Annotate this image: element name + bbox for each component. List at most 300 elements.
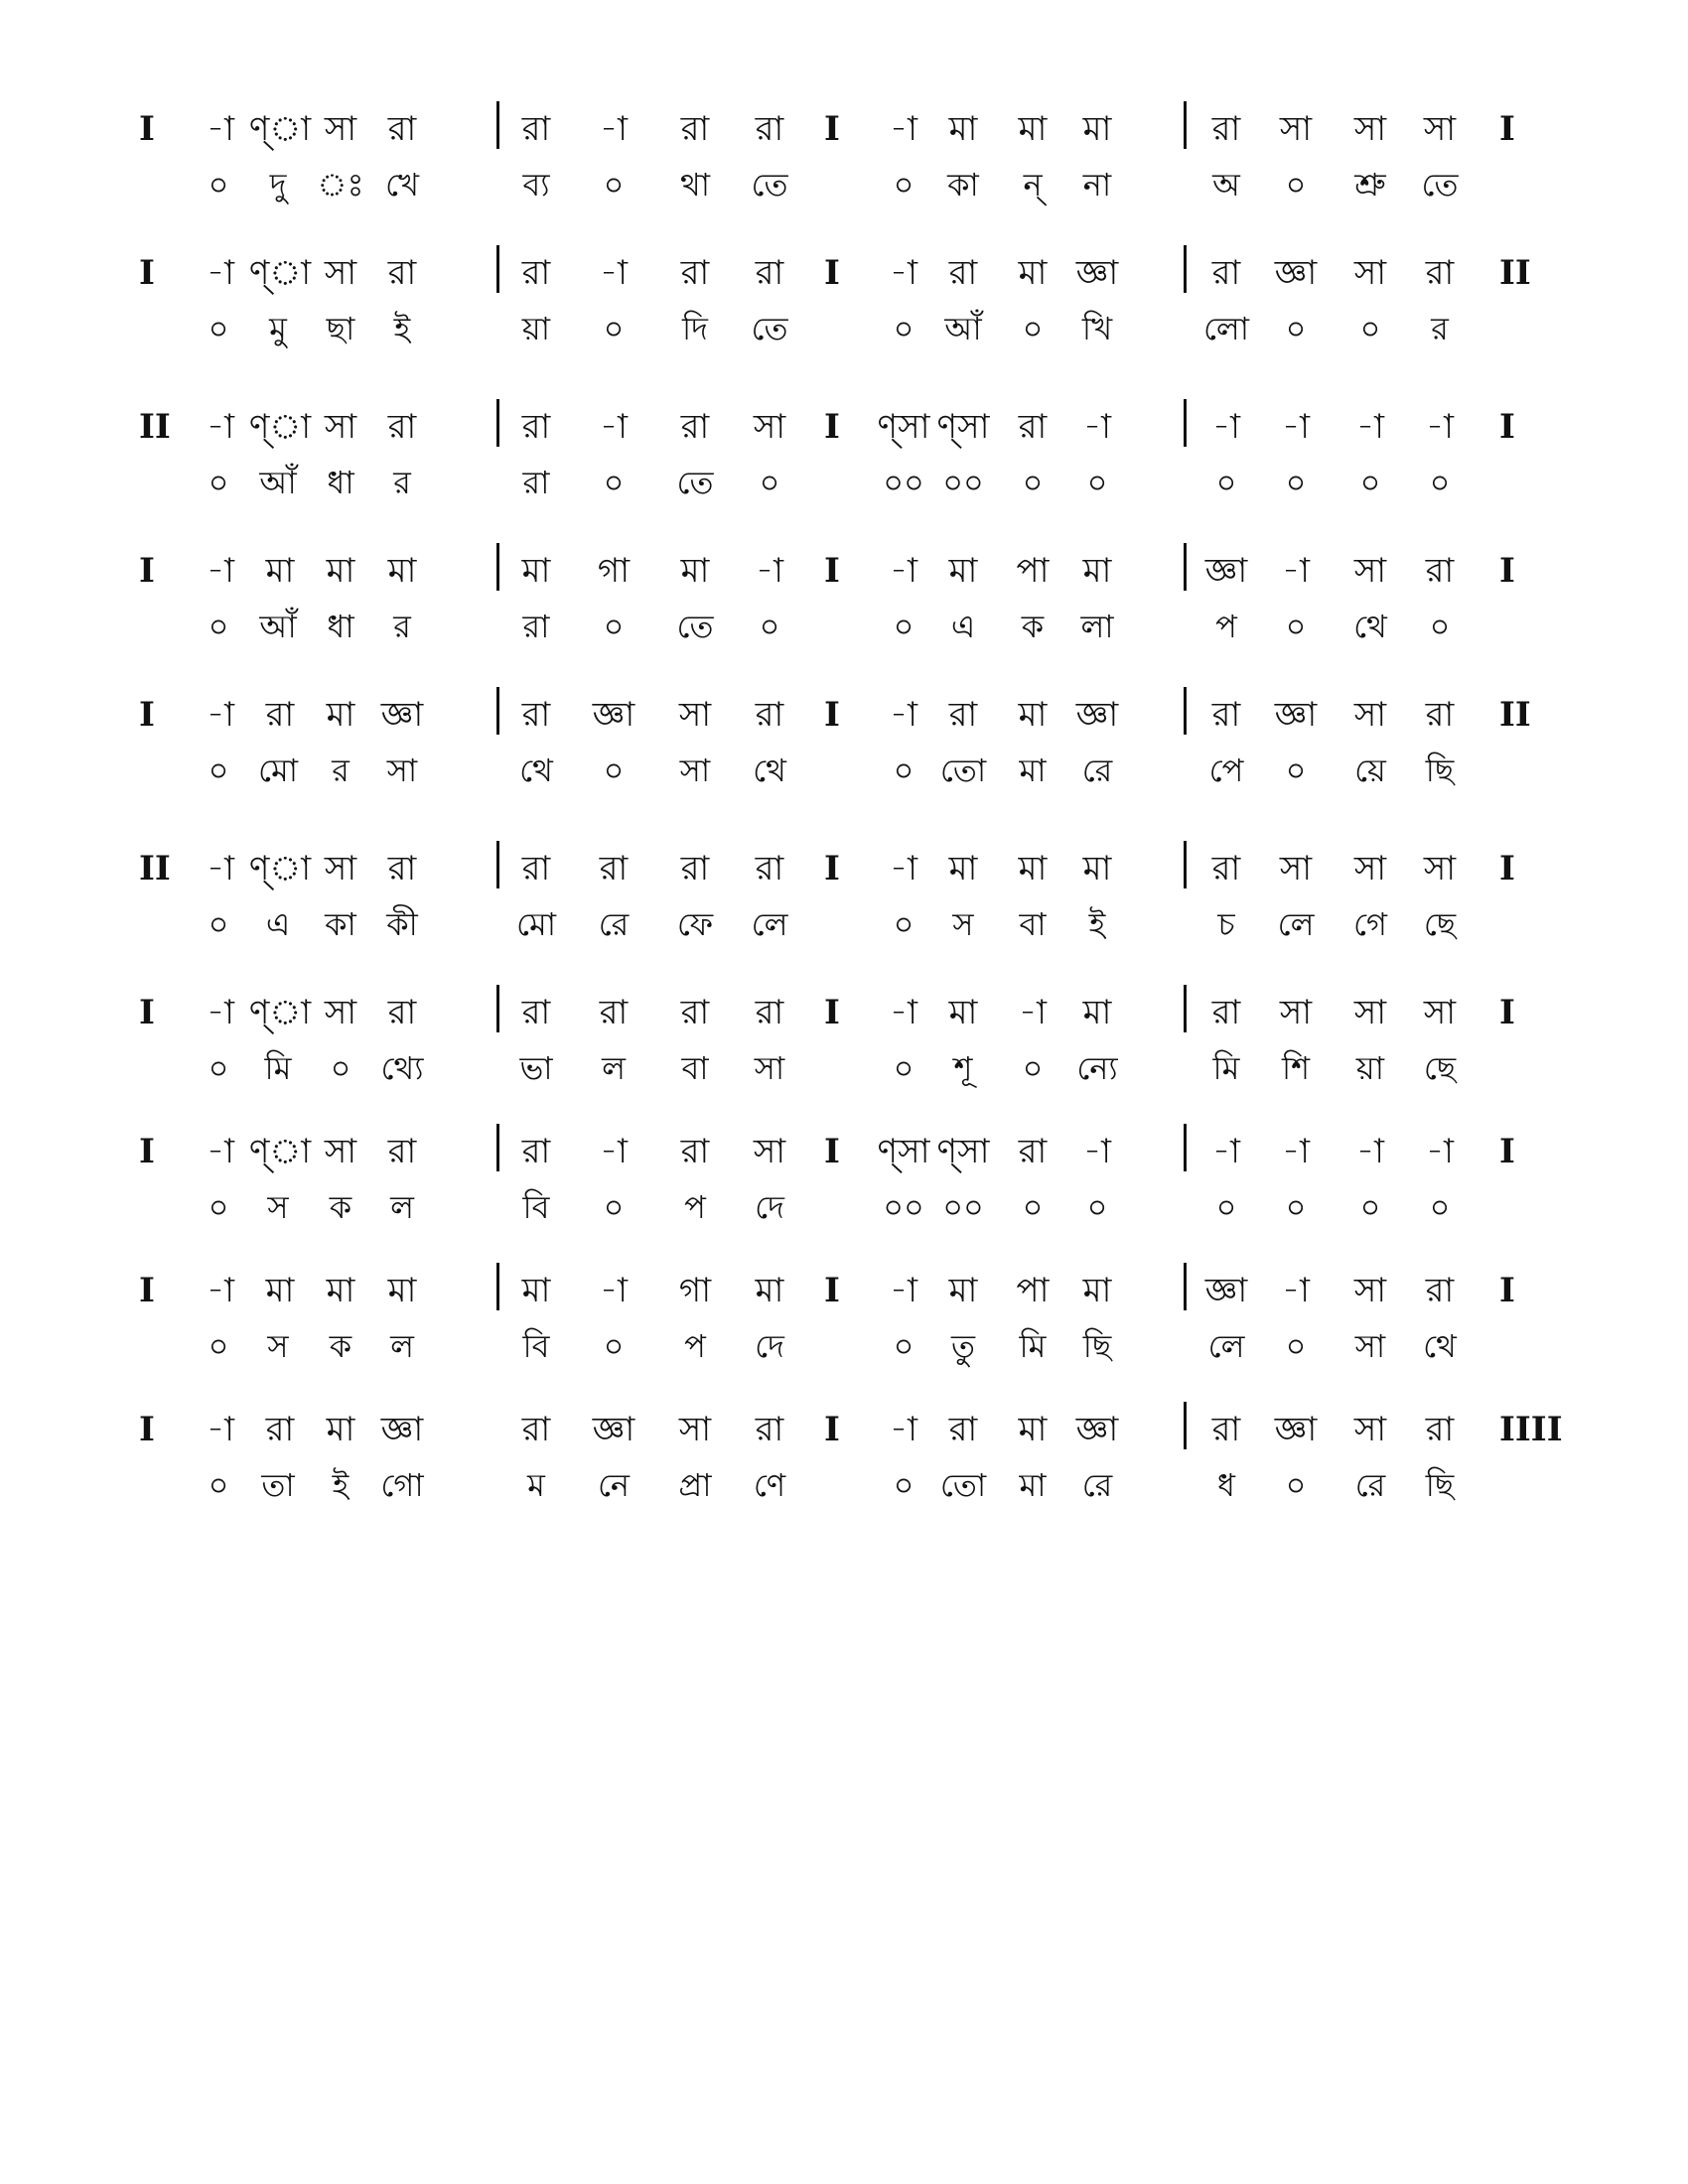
swara-note: সা bbox=[1423, 109, 1457, 149]
swara-note: সা bbox=[1353, 551, 1387, 591]
bar-line bbox=[496, 841, 499, 888]
swara-note: -া bbox=[890, 551, 917, 591]
line-end-mark: I bbox=[1499, 551, 1515, 591]
swara-note: মা bbox=[1018, 1410, 1048, 1449]
swara-note: -া bbox=[207, 551, 234, 591]
lyric-syllable: মি bbox=[1019, 1327, 1047, 1365]
bar-line bbox=[1184, 1402, 1187, 1449]
lyric-syllable: বি bbox=[522, 1327, 550, 1365]
lyric-syllable: ই bbox=[393, 310, 411, 347]
swara-note: ণ্সা bbox=[877, 1132, 930, 1171]
lyric-syllable: ক bbox=[329, 1327, 352, 1365]
swara-note: মা bbox=[521, 551, 551, 591]
lyric-syllable: ০ bbox=[1285, 751, 1307, 789]
swara-note: সা bbox=[1353, 993, 1387, 1032]
swara-note: রা bbox=[680, 109, 710, 149]
lyric-syllable: চ bbox=[1217, 905, 1235, 943]
swara-note: মা bbox=[948, 109, 978, 149]
swara-note: গা bbox=[597, 551, 631, 591]
swara-note: সা bbox=[1353, 1410, 1387, 1449]
swara-note: -া bbox=[1083, 407, 1111, 447]
swara-note: মা bbox=[387, 1271, 417, 1310]
lyric-syllable: নে bbox=[597, 1466, 631, 1504]
notation-line bbox=[0, 1400, 1688, 1529]
line-start-mark: I bbox=[139, 695, 155, 735]
lyric-syllable: ল bbox=[390, 1188, 414, 1226]
swara-note: রা bbox=[1018, 407, 1048, 447]
line-end-mark: I bbox=[1499, 407, 1515, 447]
swara-note: জ্ঞা bbox=[1204, 1271, 1248, 1310]
lyric-syllable: লে bbox=[1277, 905, 1315, 943]
lyric-syllable: থা bbox=[679, 166, 711, 204]
swara-note: রা bbox=[680, 849, 710, 888]
lyric-syllable: সা bbox=[1354, 1327, 1386, 1365]
swara-note: -া bbox=[890, 1271, 917, 1310]
lyric-syllable: র bbox=[393, 464, 411, 501]
swara-note: রা bbox=[680, 253, 710, 293]
lyric-syllable: ক bbox=[1021, 608, 1045, 645]
lyric-syllable: প bbox=[1215, 608, 1237, 645]
swara-note: -া bbox=[1426, 407, 1454, 447]
section-mark: I bbox=[824, 551, 840, 591]
bar-line bbox=[496, 101, 499, 149]
lyric-syllable: থে bbox=[519, 751, 553, 789]
lyric-syllable: ০০ bbox=[942, 1188, 984, 1226]
lyric-syllable: ০ bbox=[208, 166, 229, 204]
swara-note: মা bbox=[1082, 993, 1112, 1032]
lyric-syllable: ০ bbox=[1285, 1466, 1307, 1504]
lyric-syllable: স bbox=[952, 905, 974, 943]
lyric-syllable: ০ bbox=[1022, 1188, 1044, 1226]
lyric-syllable: থ্যে bbox=[380, 1049, 424, 1087]
swara-note: মা bbox=[948, 551, 978, 591]
swara-note: মা bbox=[326, 1410, 355, 1449]
swara-note: রা bbox=[1018, 1132, 1048, 1171]
lyric-syllable: রে bbox=[598, 905, 630, 943]
swara-note: রা bbox=[948, 253, 978, 293]
line-start-mark: II bbox=[139, 407, 171, 447]
swara-note: মা bbox=[755, 1271, 784, 1310]
lyric-syllable: শূ bbox=[953, 1049, 973, 1087]
swara-note: সা bbox=[324, 849, 357, 888]
line-end-mark: II bbox=[1499, 253, 1531, 293]
lyric-syllable: ০ bbox=[603, 310, 625, 347]
swara-note: রা bbox=[265, 695, 295, 735]
lyric-syllable: তো bbox=[939, 1466, 987, 1504]
lyric-syllable: প bbox=[684, 1188, 706, 1226]
swara-note: -া bbox=[1282, 1132, 1310, 1171]
swara-note: রা bbox=[755, 993, 784, 1032]
lyric-syllable: ০০ bbox=[883, 1188, 924, 1226]
lyric-syllable: রা bbox=[522, 608, 550, 645]
swara-note: সা bbox=[1353, 109, 1387, 149]
swara-note: -া bbox=[207, 407, 234, 447]
lyric-syllable: ০ bbox=[1359, 310, 1381, 347]
lyric-syllable: ০ bbox=[1285, 1327, 1307, 1365]
swara-note: ণ্া bbox=[248, 993, 312, 1032]
bar-line bbox=[1184, 985, 1187, 1032]
lyric-syllable: রা bbox=[522, 464, 550, 501]
lyric-syllable: পে bbox=[1208, 751, 1244, 789]
swara-note: রা bbox=[1425, 551, 1455, 591]
swara-note: সা bbox=[1353, 695, 1387, 735]
lyric-syllable: ০ bbox=[893, 1049, 914, 1087]
bar-line bbox=[1184, 1124, 1187, 1171]
lyric-syllable: ম bbox=[527, 1466, 545, 1504]
lyric-syllable: অ bbox=[1212, 166, 1240, 204]
lyric-syllable: দে bbox=[755, 1188, 784, 1226]
line-start-mark: I bbox=[139, 253, 155, 293]
lyric-syllable: তা bbox=[261, 1466, 295, 1504]
line-end-mark: IIII bbox=[1499, 1410, 1563, 1449]
swara-note: জ্ঞা bbox=[1274, 253, 1318, 293]
lyric-syllable: ০ bbox=[208, 1466, 229, 1504]
lyric-syllable: র bbox=[393, 608, 411, 645]
swara-note: রা bbox=[755, 253, 784, 293]
swara-note: ণ্া bbox=[248, 1132, 312, 1171]
lyric-syllable: ধ bbox=[1217, 1466, 1235, 1504]
bar-line bbox=[496, 687, 499, 735]
swara-note: রা bbox=[265, 1410, 295, 1449]
bar-line bbox=[496, 245, 499, 293]
swara-note: -া bbox=[890, 253, 917, 293]
swara-note: -া bbox=[1282, 551, 1310, 591]
lyric-syllable: আঁ bbox=[259, 608, 297, 645]
swara-note: সা bbox=[1423, 993, 1457, 1032]
swara-note: -া bbox=[1426, 1132, 1454, 1171]
swara-note: রা bbox=[680, 407, 710, 447]
lyric-syllable: ০ bbox=[1359, 464, 1381, 501]
swara-note: -া bbox=[890, 993, 917, 1032]
lyric-syllable: ০ bbox=[893, 751, 914, 789]
bar-line bbox=[496, 1124, 499, 1171]
lyric-syllable: কা bbox=[947, 166, 979, 204]
lyric-syllable: ০ bbox=[1022, 464, 1044, 501]
swara-note: -া bbox=[1356, 407, 1384, 447]
swara-note: মা bbox=[265, 1271, 295, 1310]
lyric-syllable: য়া bbox=[521, 310, 551, 347]
bar-line bbox=[1184, 101, 1187, 149]
swara-note: রা bbox=[521, 253, 551, 293]
lyric-syllable: ০ bbox=[603, 1327, 625, 1365]
lyric-syllable: ০ bbox=[1022, 1049, 1044, 1087]
lyric-syllable: তু bbox=[950, 1327, 976, 1365]
lyric-syllable: ছি bbox=[1425, 1466, 1455, 1504]
lyric-syllable: ০ bbox=[330, 1049, 352, 1087]
lyric-syllable: থে bbox=[753, 751, 786, 789]
swara-note: সা bbox=[324, 253, 357, 293]
swara-note: মা bbox=[265, 551, 295, 591]
swara-note: -া bbox=[207, 1410, 234, 1449]
notation-line bbox=[0, 1122, 1688, 1251]
section-mark: I bbox=[824, 253, 840, 293]
lyric-syllable: ০ bbox=[893, 1466, 914, 1504]
notation-line bbox=[0, 1261, 1688, 1390]
swara-note: রা bbox=[521, 109, 551, 149]
swara-note: -া bbox=[1282, 407, 1310, 447]
lyric-syllable: ঃ bbox=[317, 166, 364, 204]
lyric-syllable: ০ bbox=[1285, 464, 1307, 501]
line-end-mark: I bbox=[1499, 109, 1515, 149]
lyric-syllable: ধা bbox=[327, 608, 354, 645]
lyric-syllable: ০০ bbox=[883, 464, 924, 501]
swara-note: জ্ঞা bbox=[1075, 1410, 1119, 1449]
lyric-syllable: তে bbox=[676, 464, 714, 501]
swara-note: রা bbox=[1425, 253, 1455, 293]
swara-note: জ্ঞা bbox=[1204, 551, 1248, 591]
swara-note: -া bbox=[207, 253, 234, 293]
swara-note: রা bbox=[387, 253, 417, 293]
swara-note: মা bbox=[1018, 109, 1048, 149]
lyric-syllable: ০ bbox=[208, 608, 229, 645]
notation-line bbox=[0, 541, 1688, 670]
lyric-syllable: ০ bbox=[603, 464, 625, 501]
swara-note: ণ্সা bbox=[936, 407, 990, 447]
lyric-syllable: ০ bbox=[893, 166, 914, 204]
swara-note: ণ্সা bbox=[936, 1132, 990, 1171]
lyric-syllable: শি bbox=[1281, 1049, 1311, 1087]
swara-note: সা bbox=[1353, 253, 1387, 293]
swara-note: মা bbox=[680, 551, 710, 591]
lyric-syllable: ০ bbox=[1285, 166, 1307, 204]
lyric-syllable: ন্ bbox=[1023, 166, 1043, 204]
swara-note: -া bbox=[1212, 1132, 1240, 1171]
lyric-syllable: ন্যে bbox=[1076, 1049, 1118, 1087]
bar-line bbox=[1184, 841, 1187, 888]
line-end-mark: I bbox=[1499, 1271, 1515, 1310]
swara-note: রা bbox=[948, 1410, 978, 1449]
lyric-syllable: দে bbox=[755, 1327, 784, 1365]
swara-note: রা bbox=[755, 109, 784, 149]
notation-line bbox=[0, 685, 1688, 814]
swara-note: মা bbox=[1018, 849, 1048, 888]
swara-note: সা bbox=[324, 109, 357, 149]
lyric-syllable: ০ bbox=[1215, 1188, 1237, 1226]
bar-line bbox=[1184, 245, 1187, 293]
lyric-syllable: ধা bbox=[327, 464, 354, 501]
lyric-syllable: ণে bbox=[753, 1466, 786, 1504]
swara-note: সা bbox=[753, 407, 786, 447]
lyric-syllable: ছে bbox=[1423, 905, 1457, 943]
section-mark: I bbox=[824, 1410, 840, 1449]
swara-note: ণ্া bbox=[248, 849, 312, 888]
line-end-mark: I bbox=[1499, 849, 1515, 888]
lyric-syllable: মি bbox=[264, 1049, 292, 1087]
swara-note: সা bbox=[1279, 849, 1313, 888]
swara-note: ণ্া bbox=[248, 253, 312, 293]
swara-note: -া bbox=[600, 407, 628, 447]
lyric-syllable: তে bbox=[1421, 166, 1459, 204]
swara-note: রা bbox=[1425, 1271, 1455, 1310]
swara-note: ণ্া bbox=[248, 407, 312, 447]
swara-note: রা bbox=[1211, 695, 1241, 735]
swara-note: রা bbox=[755, 1410, 784, 1449]
swara-note: -া bbox=[1212, 407, 1240, 447]
swara-note: রা bbox=[387, 407, 417, 447]
lyric-syllable: লে bbox=[751, 905, 788, 943]
lyric-syllable: ০ bbox=[759, 464, 780, 501]
swara-note: -া bbox=[1083, 1132, 1111, 1171]
swara-note: সা bbox=[1423, 849, 1457, 888]
lyric-syllable: আঁ bbox=[944, 310, 982, 347]
lyric-syllable: ল bbox=[390, 1327, 414, 1365]
swara-note: -া bbox=[890, 849, 917, 888]
swara-note: জ্ঞা bbox=[380, 695, 424, 735]
bar-line bbox=[1184, 1263, 1187, 1310]
lyric-syllable: ০ bbox=[1215, 464, 1237, 501]
lyric-syllable: ছা bbox=[326, 310, 355, 347]
swara-note: মা bbox=[948, 993, 978, 1032]
lyric-syllable: স bbox=[267, 1327, 289, 1365]
lyric-syllable: ০ bbox=[208, 751, 229, 789]
lyric-syllable: ০ bbox=[1285, 608, 1307, 645]
line-start-mark: I bbox=[139, 1132, 155, 1171]
swara-note: মা bbox=[1018, 253, 1048, 293]
lyric-syllable: মি bbox=[1212, 1049, 1240, 1087]
swara-note: সা bbox=[324, 407, 357, 447]
swara-note: সা bbox=[1353, 1271, 1387, 1310]
swara-note: রা bbox=[387, 109, 417, 149]
swara-note: সা bbox=[1279, 993, 1313, 1032]
lyric-syllable: ০০ bbox=[942, 464, 984, 501]
lyric-syllable: ০ bbox=[1429, 464, 1451, 501]
swara-note: জ্ঞা bbox=[1274, 1410, 1318, 1449]
lyric-syllable: লা bbox=[1080, 608, 1114, 645]
swara-note: জ্ঞা bbox=[1075, 695, 1119, 735]
section-mark: I bbox=[824, 109, 840, 149]
swara-note: রা bbox=[680, 1132, 710, 1171]
lyric-syllable: ক bbox=[329, 1188, 352, 1226]
swara-note: রা bbox=[755, 849, 784, 888]
swara-note: -া bbox=[207, 1271, 234, 1310]
lyric-syllable: ০ bbox=[208, 1049, 229, 1087]
swara-note: -া bbox=[600, 1271, 628, 1310]
swara-note: সা bbox=[753, 1132, 786, 1171]
swara-note: -া bbox=[1282, 1271, 1310, 1310]
lyric-syllable: ০ bbox=[893, 608, 914, 645]
swara-note: রা bbox=[599, 849, 629, 888]
line-end-mark: II bbox=[1499, 695, 1531, 735]
swara-note: রা bbox=[1211, 1410, 1241, 1449]
lyric-syllable: ০ bbox=[1359, 1188, 1381, 1226]
swara-note: পা bbox=[1016, 1271, 1050, 1310]
swara-note: জ্ঞা bbox=[380, 1410, 424, 1449]
swara-note: সা bbox=[324, 1132, 357, 1171]
lyric-syllable: কী bbox=[386, 905, 418, 943]
lyric-syllable: ০ bbox=[1086, 464, 1108, 501]
notation-line bbox=[0, 99, 1688, 228]
swara-note: -া bbox=[890, 695, 917, 735]
swara-note: -া bbox=[890, 1410, 917, 1449]
line-start-mark: I bbox=[139, 993, 155, 1032]
swara-note: জ্ঞা bbox=[1274, 695, 1318, 735]
lyric-syllable: বি bbox=[522, 1188, 550, 1226]
section-mark: I bbox=[824, 993, 840, 1032]
lyric-syllable: দি bbox=[682, 310, 708, 347]
lyric-syllable: ০ bbox=[1429, 608, 1451, 645]
lyric-syllable: ০ bbox=[603, 751, 625, 789]
bar-line bbox=[496, 985, 499, 1032]
notation-line bbox=[0, 839, 1688, 968]
lyric-syllable: না bbox=[1082, 166, 1112, 204]
swara-note: রা bbox=[521, 849, 551, 888]
lyric-syllable: খে bbox=[385, 166, 419, 204]
swara-note: -া bbox=[207, 1132, 234, 1171]
swara-note: পা bbox=[1016, 551, 1050, 591]
lyric-syllable: প্রা bbox=[678, 1466, 712, 1504]
section-mark: I bbox=[824, 849, 840, 888]
lyric-syllable: মো bbox=[257, 751, 299, 789]
lyric-syllable: ০ bbox=[893, 1327, 914, 1365]
lyric-syllable: ০ bbox=[1022, 310, 1044, 347]
swara-note: রা bbox=[1425, 1410, 1455, 1449]
lyric-syllable: মো bbox=[515, 905, 557, 943]
section-mark: I bbox=[824, 1132, 840, 1171]
bar-line bbox=[496, 399, 499, 447]
lyric-syllable: রে bbox=[1081, 1466, 1113, 1504]
lyric-syllable: ০ bbox=[759, 608, 780, 645]
swara-note: মা bbox=[1082, 849, 1112, 888]
lyric-syllable: ০ bbox=[893, 905, 914, 943]
swara-note: -া bbox=[756, 551, 783, 591]
notation-line bbox=[0, 243, 1688, 372]
swara-note: -া bbox=[600, 253, 628, 293]
swara-note: -া bbox=[600, 1132, 628, 1171]
bar-line bbox=[1184, 687, 1187, 735]
lyric-syllable: ০ bbox=[603, 608, 625, 645]
swara-note: রা bbox=[521, 993, 551, 1032]
lyric-syllable: সা bbox=[754, 1049, 785, 1087]
swara-note: মা bbox=[521, 1271, 551, 1310]
lyric-syllable: এ bbox=[950, 608, 976, 645]
swara-note: রা bbox=[521, 1410, 551, 1449]
lyric-syllable: ল bbox=[602, 1049, 626, 1087]
lyric-syllable: ০ bbox=[1086, 1188, 1108, 1226]
lyric-syllable: আঁ bbox=[259, 464, 297, 501]
lyric-syllable: থে bbox=[1353, 608, 1387, 645]
swara-note: রা bbox=[1425, 695, 1455, 735]
lyric-syllable: ফে bbox=[676, 905, 714, 943]
lyric-syllable: বা bbox=[681, 1049, 709, 1087]
lyric-syllable: তে bbox=[751, 310, 788, 347]
lyric-syllable: য়া bbox=[1355, 1049, 1385, 1087]
swara-note: রা bbox=[521, 1132, 551, 1171]
swara-note: মা bbox=[387, 551, 417, 591]
swara-note: সা bbox=[678, 1410, 712, 1449]
lyric-syllable: এ bbox=[265, 905, 291, 943]
swara-note: রা bbox=[599, 993, 629, 1032]
swara-note: মা bbox=[326, 1271, 355, 1310]
swara-note: রা bbox=[521, 407, 551, 447]
lyric-syllable: ০ bbox=[208, 310, 229, 347]
line-end-mark: I bbox=[1499, 993, 1515, 1032]
line-start-mark: I bbox=[139, 109, 155, 149]
lyric-syllable: লে bbox=[1207, 1327, 1245, 1365]
swara-note: গা bbox=[678, 1271, 712, 1310]
section-mark: I bbox=[824, 1271, 840, 1310]
swara-note: মা bbox=[1018, 695, 1048, 735]
lyric-syllable: কা bbox=[325, 905, 356, 943]
lyric-syllable: ই bbox=[1088, 905, 1106, 943]
line-end-mark: I bbox=[1499, 1132, 1515, 1171]
notation-line bbox=[0, 983, 1688, 1112]
lyric-syllable: বা bbox=[1019, 905, 1047, 943]
lyric-syllable: মা bbox=[1019, 1466, 1047, 1504]
lyric-syllable: শ্রু bbox=[1354, 166, 1386, 204]
lyric-syllable: র bbox=[332, 751, 350, 789]
line-start-mark: I bbox=[139, 551, 155, 591]
lyric-syllable: ০ bbox=[208, 1327, 229, 1365]
